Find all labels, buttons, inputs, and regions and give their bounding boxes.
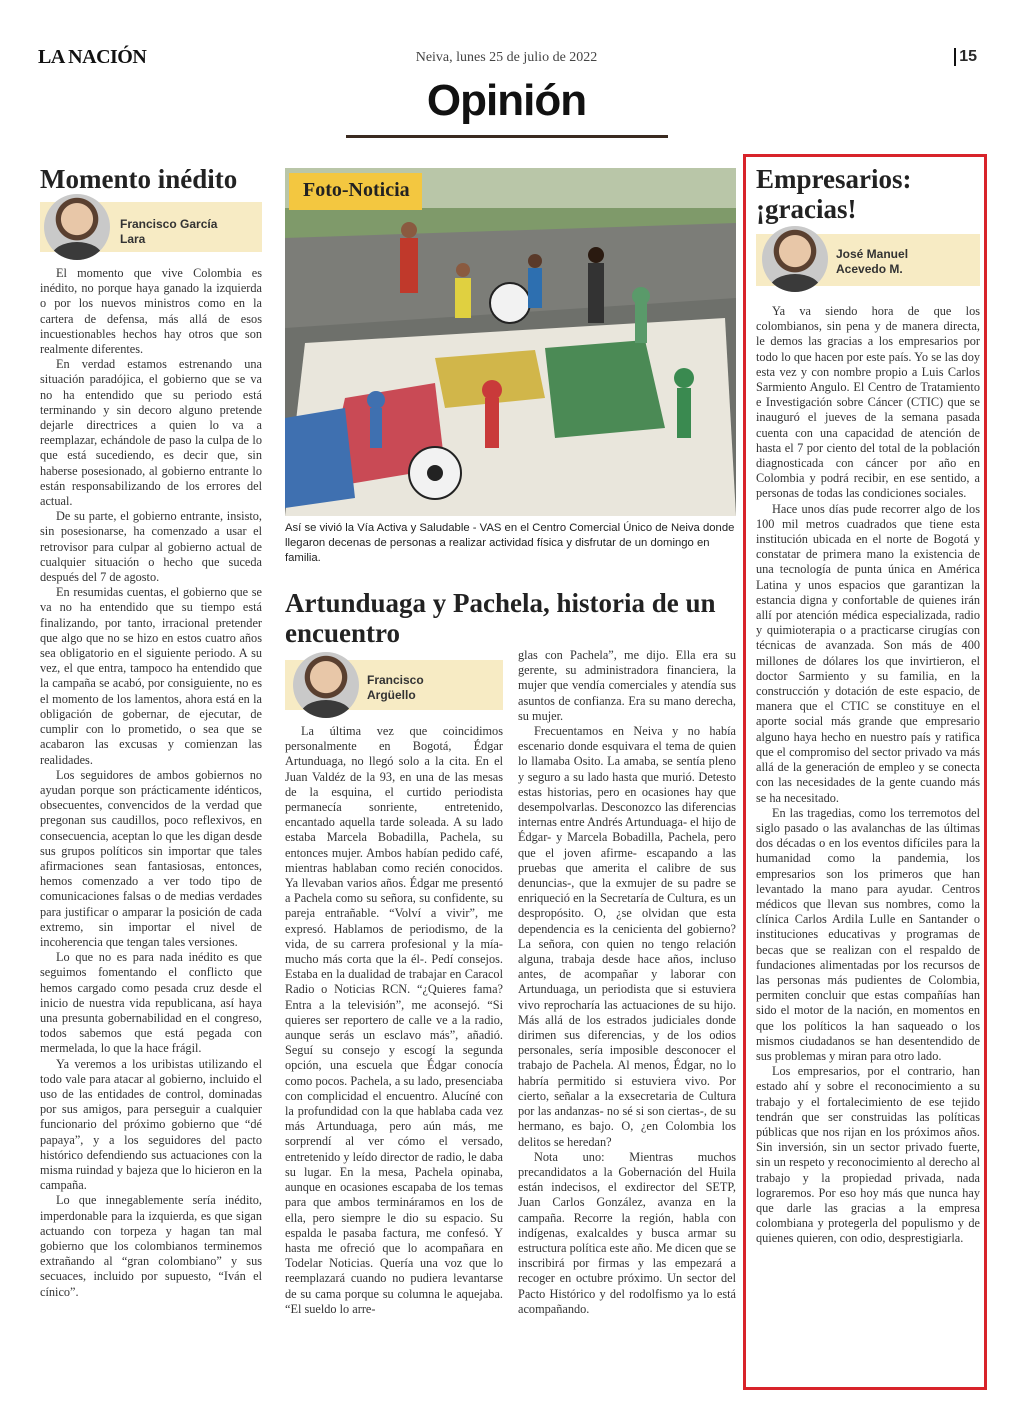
paragraph: Los seguidores de ambos gobiernos no ayudan porque son prácticamente idénticos, obsecuentes, convencidos de la verdad que pregonan sus caudillos, poco reflexivos, en consecuencia, aceptan lo que les digan desde sus grupos políticos sin importar que tales afirmaciones sean fantasiosas, entonces, hemos comenzado a ver todo tipo de comunicaciones falsas o de medias verdades para justificar o amparar la posición de cada extremo, sin importar el nivel de incoherencia que tengan tales versiones.: [40, 767, 262, 949]
paragraph: Los empresarios, por el contrario, han estado ahí y sobre el reconocimiento a su trabajo y el fortalecimiento de ese tejido tendrán que ser construidas las políticas públicas que nos rijan en los próximos años. Sin inversión, sin un sector privado fuerte, sin un respeto y reconocimiento al derecho al trabajo y la propiedad privada, nada lograremos. Por eso hoy más que nunca hay que darle las gracias a la empresa colombiana y protegerla del populismo y de quienes quieren, con odio, desprestigiarla.: [756, 1064, 980, 1246]
photo-illustration: [285, 168, 736, 516]
paragraph: En verdad estamos estrenando una situación paradójica, el gobierno que se va no ha entendido que su periodo está terminando y sin decoro alguno pretende dejarle directrices a quien lo va a reemplazar, echándole de paso la culpa de lo que está sucediendo, es decir que, sin haberse posesionado, al gobierno entrante lo están responsabilizando de los errores del actual.: [40, 357, 262, 509]
photo-caption: Así se vivió la Vía Activa y Saludable - VAS en el Centro Comercial Único de Neiva donde llegaron decenas de personas a realizar actividad física y disfrutar de un domingo en familia.: [285, 522, 735, 564]
paragraph: Lo que no es para nada inédito es que seguimos fomentando el conflicto que hemos cargado como pesada cruz desde el inicio de nuestra vida republicana, así haya una presunta gobernabilidad en el congreso, todos sabemos que está pegada con mermelada, lo que la hace frágil.: [40, 950, 262, 1056]
paragraph: Lo que innegablemente sería inédito, imperdonable para la izquierda, es que sigan actuando con torpeza y hagan tan mal gobierno que los colombianos terminemos extrañando al “gran colombiano” y sus secuaces, incluido por supuesto, “Iván el cínico”.: [40, 1193, 262, 1299]
article-title: Momento inédito: [40, 164, 238, 194]
paragraph: Ya va siendo hora de que los colombianos, sin pena y de manera directa, le demos las gracias a los empresarios por todo lo que hacen por este país. Yo se las doy esta vez y con nombre propio a Luis Carlos Sarmiento Angulo. El Centro de Tratamiento e Investigación sobre Cáncer (CTIC) que se inauguró el jueves de la semana pasada cuenta con una capacidad de atención de hasta el 7 por ciento del total de la población diagnosticada con cáncer por año en Colombia y podrá recibir, en ese sentido, a personas de todas las condiciones sociales.: [756, 304, 980, 501]
author-photo: [44, 194, 110, 260]
photo-news: [285, 168, 736, 566]
paragraph: glas con Pachela”, me dijo. Ella era su gerente, su administradora financiera, la mujer que vendía comerciales y atendía sus asuntos de confianza. Era su mano derecha, su mujer.: [518, 648, 736, 723]
paragraph: Frecuentamos en Neiva y no había escenario donde esquivara el tema de quien lo llamaba Osito. La amaba, se sentía pleno y seguro a su lado hasta que murió. Detesto estas historias, pero en ocasiones hay que desempolvarlas. Desconozco las diferencias internas entre Andrés Artunduaga- el hijo de Édgar- y Marcela Bobadilla, Pachela, pero que el joven afirme- escapando a las pruebas que amerita el calibre de sus denuncias-, que la exmujer de su padre se enriqueció en la Secretaría de Cultura, es un despropósito. O, ¿se olvidan que esta dependencia es la cenicienta del gobierno? La señora, con quien no tengo relación alguna, trabaja desde hace años, incluso antes, de acompañar y laborar con Artunduaga, un periodista que si estuviera vivo reprocharía las actuaciones de su hijo. Más allá de los estrados judiciales donde dirimen sus diferencias, y de los odios personales, sería imposible desconocer el trabajo de Pachela. Al menos, Édgar, no lo habría permitido si estuviera vivo. Por cierto, señalar a la exsecretaria de Cultura por las andanzas- no sé si son ciertas-, de su hermano, es bajo. O, ¿en Colombia los delitos se heredan?: [518, 724, 736, 1149]
article-title: Empresarios: ¡gracias!: [756, 164, 912, 224]
section-rule: [346, 135, 668, 138]
article-body: [40, 266, 262, 1300]
author-name: José Manuel Acevedo M.: [836, 247, 909, 276]
article-empresarios-gracias: [756, 164, 980, 1247]
paragraph: De su parte, el gobierno entrante, insisto, sin posesionarse, ha comenzado a usar el retrovisor para culpar al gobierno actual de cualquier situación o hecho que suceda después del 7 de agosto.: [40, 509, 262, 585]
article-body-col-a: [285, 724, 503, 1317]
article-body-col-b: [518, 648, 736, 1317]
paragraph: Nota uno: Mientras muchos precandidatos a la Gobernación del Huila están indecisos, el exdirector del SETP, Juan Carlos González, avanza en la campaña. Recorre la región, habla con indígenas, exalcaldes y busca armar su estructura política este año. Me dicen que se inscribirá por firmas y las empezará a recoger en octubre próximo. Un sector del Pacto Histórico y del rodolfismo ya lo está acompañando.: [518, 1149, 736, 1316]
paragraph: El momento que vive Colombia es inédito, no porque haya ganado la izquierda o por los nuevos ministros como en la cartera de defensa, más allá de esos incuestionables hechos hay otros que son realmente diferentes.: [40, 266, 262, 357]
news-photo: [285, 168, 736, 516]
author-block: [285, 660, 503, 710]
author-box: [40, 202, 262, 252]
paragraph: Ya veremos a los uribistas utilizando el todo vale para atacar al gobierno, incluido el uso de las entidades de control, dominadas por sus amigos, para perseguir a cualquier funcionario del próximo gobierno que “dé papaya”, y a los seguidores del pacto histórico defendiendo sus actuaciones con la misma ruindad y bajeza que lo hicieron en la campaña.: [40, 1056, 262, 1193]
author-photo: [293, 652, 359, 718]
author-box: [756, 234, 980, 286]
author-name: Francisco Argüello: [367, 673, 424, 702]
page-number: 15: [954, 48, 977, 66]
article-body: [756, 304, 980, 1247]
photo-news-tag: Foto-Noticia: [289, 173, 422, 210]
author-box: [285, 660, 503, 710]
author-photo: [762, 226, 828, 292]
dateline: Neiva, lunes 25 de julio de 2022: [415, 50, 598, 65]
article-title: Artunduaga y Pachela, historia de un encuentro: [285, 588, 716, 648]
author-name: Francisco García Lara: [120, 217, 218, 246]
paragraph: En resumidas cuentas, el gobierno que se va no ha entendido que su tiempo está finalizando, por tanto, irracional pretender que algo que no se hizo en estos cuatro años sea obligatorio en el siguiente periodo. A su vez, el que entra, tampoco ha entendido que la campaña se acabó, por consiguiente, no es el momento de los lamentos, ahora está en la obligación de gobernar, de ejecutar, de cumplir con lo prometido, o sea que se acabaron las excusas y comienzan las realidades.: [40, 585, 262, 767]
paragraph: Hace unos días pude recorrer algo de los 100 mil metros cuadrados que tiene esta institución ubicada en el norte de Bogotá y constatar de primera mano la existencia de una tecnología de punta única en América Latina y unos espacios que garantizan la estancia digna y confortable de quienes irán allí por atención médica especializada, radio y quimioterapia o a practicarse cirugías con técnicas de avanzada. Son más de 400 millones de dólares los que invirtieron, el doctor Sarmiento y su familia, en la construcción y dotación de este espacio, de manera que el CTIC se constituye en el aporte social más grande que empresario alguno haya hecho en nuestro país y ratifica que el compromiso del sector privado va más allá de la generación de empleo y se conecta con las necesidades de la gente cuando más se ha necesitado.: [756, 501, 980, 805]
paragraph: En las tragedias, como los terremotos del siglo pasado o las avalanchas de las últimas dos décadas o en los eventos difíciles para la humanidad como la pandemia, los empresarios son los primeros que han levantado la mano para ayudar. Centros médicos que llevan sus nombres, como la clínica Carlos Ardila Lulle en Santander o instituciones educativas y programas de becas que se realizan con el respaldo de fundaciones alimentadas por los recursos de las personas más pudientes de Colombia, permiten concluir que estas compañías han sido el motor de la nación, en momentos en que los políticos la han saqueado o los mismos ciudadanos se han desentendido de sus problemas y miran para otro lado.: [756, 805, 980, 1063]
article-momento-inedito: [40, 164, 262, 1300]
newspaper-logo: LA NACIÓN: [38, 46, 147, 68]
paragraph: La última vez que coincidimos personalmente en Bogotá, Édgar Artunduaga, no llegó solo a la cita. En el Juan Valdéz de la 93, en una de las mesas de la esquina, el curtido periodista permanecía sonriente, entretenido, encantado aquella tarde soleada. A su lado estaba Marcela Bobadilla, Pachela, su entonces mujer. Ambos habían pedido café, mientras hablaban como recién conocidos. Ya llevaban varios años. Édgar me presentó a Pachela como su señora, su confidente, su pareja entrañable. “Volví a vivir”, me expresó. Hablamos de periodismo, de la vida, de su carrera profesional y la mía- mucho más corta que la él-. Pedí consejos. Estaba en la dualidad de trabajar en Caracol Radio o Noticias RCN. “¿Quieres fama? Entra a la televisión”, me aconsejó. “Si quieres ser reportero de calle ve a la radio, aunque serás un esclavo más”, añadió. Seguí su consejo y escogí la segunda opción, una escuela que Édgar conocía como pocos. Pachela, a su lado, presenciaba con complicidad el encuentro. Alucíné con la profundidad con la que hablaba cada vez más Artunduaga, pero aún más, me sorprendí al ver cómo el versado, entretenido y leído director de radio, le daba su lugar. En la mesa, Pachela opinaba, aunque en ocasiones escapaba de los temas para que ambos termináramos en los de ella, pero siempre le dio su espacio. Su espalda le pasaba factura, me confesó. Y hasta me ofreció que lo acompañara en Todelar Noticias. Quería una voz que lo reemplazará cuando no pudiera levantarse de su cama porque su columna le aquejaba. “El sueldo lo arre-: [285, 724, 503, 1316]
section-title: Opinión: [426, 76, 587, 125]
